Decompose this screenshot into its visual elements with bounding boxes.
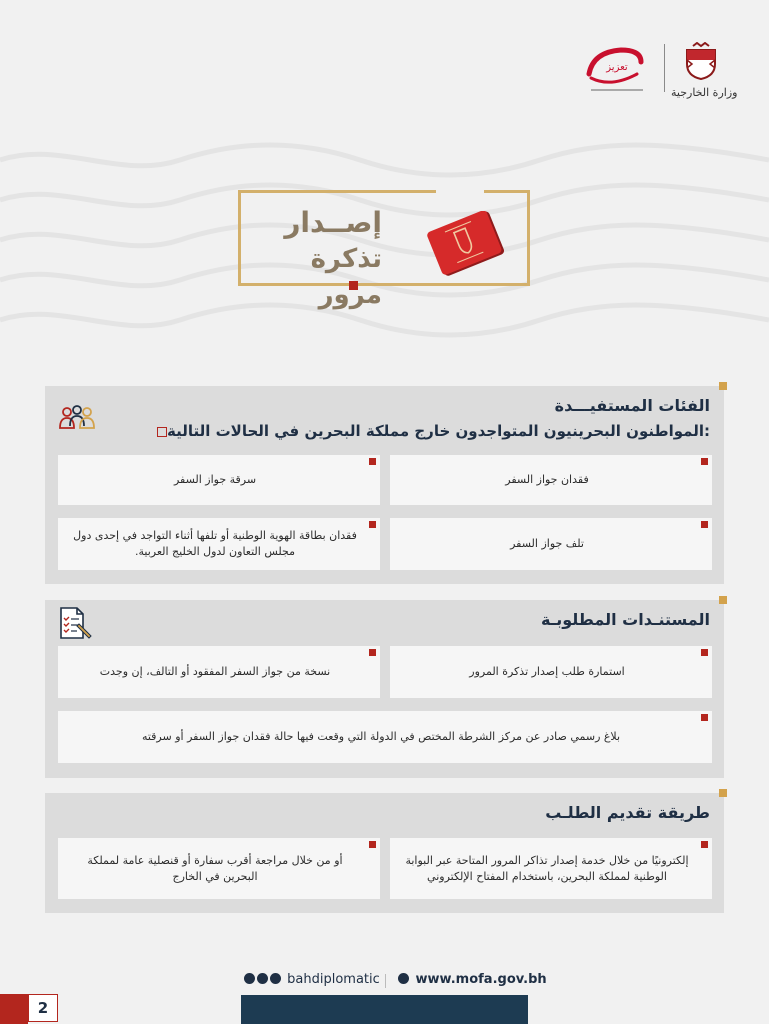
document-card: بلاغ رسمي صادر عن مركز الشرطة المختص في الدولة التي وقعت فيها حالة فقدان جواز السفر أو سرقته xyxy=(58,711,712,763)
beneficiaries-section xyxy=(45,386,724,584)
beneficiaries-title: الفئات المستفيـــدة xyxy=(554,396,710,415)
tajheez-logo xyxy=(581,44,653,96)
ministry-emblem-icon xyxy=(683,42,719,80)
beneficiaries-subtitle: المواطنون البحرينيون المتواجدون خارج مملكة البحرين في الحالات التالية: xyxy=(151,422,710,440)
title-line2: تذكرة مرور xyxy=(310,244,382,310)
passport-icon xyxy=(421,211,511,277)
footer xyxy=(0,972,769,992)
beneficiary-card: فقدان جواز السفر xyxy=(390,455,712,505)
documents-section xyxy=(45,600,724,778)
checkbox-icon xyxy=(157,427,167,437)
page-number: 2 xyxy=(0,994,60,1024)
globe-icon xyxy=(398,973,409,984)
submission-card: إلكترونيًا من خلال خدمة إصدار تذاكر المرور المتاحة عبر البوابة الوطنية لمملكة البحرين، باستخدام المفتاح الإلكتروني xyxy=(390,838,712,899)
title-frame xyxy=(238,190,530,310)
beneficiary-card: تلف جواز السفر xyxy=(390,518,712,570)
ministry-logo xyxy=(671,42,738,99)
submission-card: أو من خلال مراجعة أقرب سفارة أو قنصلية عامة لمملكة البحرين في الخارج xyxy=(58,838,380,899)
document-checklist-icon xyxy=(57,606,93,640)
logo-divider xyxy=(664,44,665,92)
document-card: نسخة من جواز السفر المفقود أو التالف، إن وجدت xyxy=(58,646,380,698)
page-title xyxy=(252,205,382,313)
submission-title: طريقة تقديم الطلـب xyxy=(545,803,710,822)
social-handle[interactable]: bahdiplomatic xyxy=(244,972,380,987)
logo2-text: تعزيز xyxy=(606,62,628,73)
document-card: استمارة طلب إصدار تذكرة المرور xyxy=(390,646,712,698)
footer-bar xyxy=(241,995,528,1024)
title-line1: إصــدار xyxy=(284,206,382,239)
beneficiary-card: فقدان بطاقة الهوية الوطنية أو تلفها أثناء التواجد في إحدى دول مجلس التعاون لدول الخليج العربية. xyxy=(58,518,380,570)
beneficiary-card: سرقة جواز السفر xyxy=(58,455,380,505)
documents-title: المستنـدات المطلوبـة xyxy=(541,610,710,629)
instagram-icon xyxy=(244,973,255,984)
submission-section xyxy=(45,793,724,913)
ministry-name: وزارة الخارجية xyxy=(671,86,738,99)
website-link[interactable]: www.mofa.gov.bh xyxy=(398,972,547,987)
twitter-icon xyxy=(257,973,268,984)
youtube-icon xyxy=(270,973,281,984)
header-logos xyxy=(561,40,738,100)
people-icon xyxy=(57,404,97,432)
